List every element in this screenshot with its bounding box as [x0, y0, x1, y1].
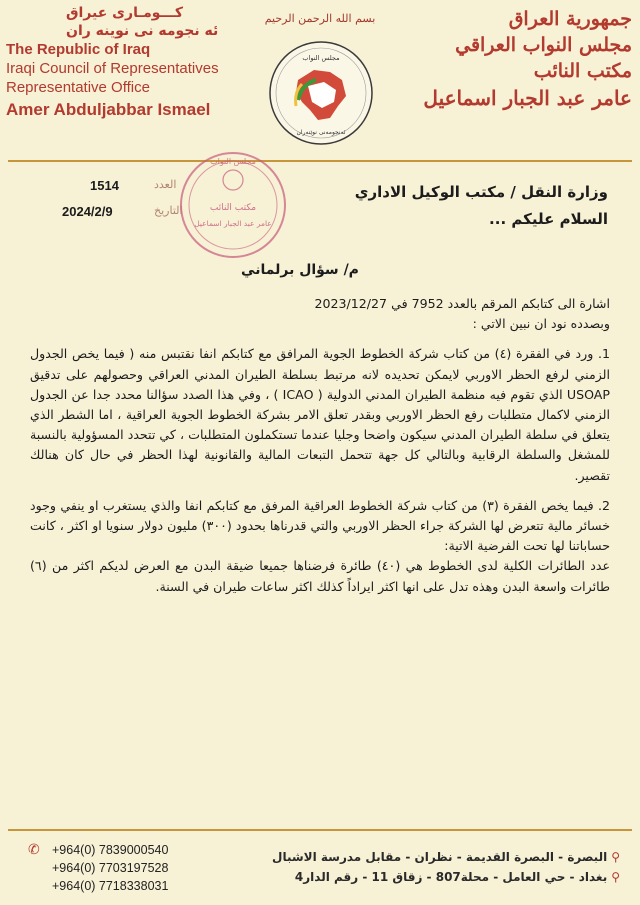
greeting: السلام عليكم ...: [489, 210, 608, 228]
logo-bottom-text: ئەنجومەنی نوێنەران: [296, 129, 346, 136]
english-office-title: Representative Office: [6, 79, 150, 96]
phone-list: [28, 841, 168, 895]
phone-item: [28, 859, 168, 877]
arabic-republic-title: جمهورية العراق: [508, 8, 632, 30]
reference-date-label: التاريخ: [154, 205, 183, 217]
arabic-council-title: مجلس النواب العراقي: [455, 34, 632, 56]
kurdish-council-title: ئه نجومه نی نوینه ران: [66, 23, 219, 39]
reference-number-row: [62, 178, 182, 204]
reference-date: 2024/2/9: [62, 204, 113, 219]
phone-number: +964(0) 7703197528: [52, 861, 169, 875]
phone-item: [28, 877, 168, 895]
address-basra: [272, 847, 620, 867]
english-header: [6, 4, 256, 121]
stamp-line-2: عامر عبد الجبار اسماعيل: [194, 219, 272, 228]
reference-block: [62, 178, 182, 230]
address-baghdad: [272, 867, 620, 887]
office-stamp: [178, 150, 288, 260]
phone-number: +964(0) 7839000540: [52, 843, 169, 857]
footer-divider: [8, 829, 632, 831]
addressee: وزارة النقل / مكتب الوكيل الاداري: [354, 183, 608, 201]
council-logo: [268, 40, 374, 146]
kurdish-republic-title: کـــومـاری عیراق: [66, 5, 184, 21]
basmala: بسم الله الرحمن الرحيم: [264, 12, 376, 25]
header-divider: [8, 160, 632, 162]
paragraph-1: 1. ورد في الفقرة (٤) من كتاب شركة الخطوط الجوية المرافق مع كتابكم انفا نقتبس منه ( فيما يخص الجدول الزمني لرفع الحظر الاوربي لايمكن تحديده لانه مرتبط بسلطة الطيران المدني العراقي وحصولهم على تدقيق USOAP الذي تقوم فيه منظمة الطيران المدني الدولية ( ICAO ) ، وفي هذا الصدد سؤالنا محدد جدا عن الجدول الزمني لاكمال متطلبات رفع الحظر الاوربي وبقدر تعلق الامر بشركة الخطوط الجوية العراقية ، اما الشطر الذي يتعلق في سلطة الطيران المدني سيكون واضحا وجليا عندما تستكملون المتطلبات ، كي تتحدد المسؤولية بالنسبة للمشغل والسلطة الرقابية وبالتالي كل جهة تتحمل التبعات المالية والقانونية لهذا الحظر في حال كان هنالك تقصير.: [30, 346, 611, 483]
location-pin-icon: ⚲: [611, 870, 620, 884]
intro-line: اشارة الى كتابكم المرقم بالعدد 7952 في 2023/12/27: [314, 296, 610, 311]
phone-item: [28, 841, 168, 859]
location-pin-icon: ⚲: [611, 850, 620, 864]
stamp-outer-text: مجلس النواب: [210, 157, 256, 166]
address-baghdad-text: بغداد - حي العامل - محلة807 - زقاق 11 - رقم الدار4: [294, 870, 608, 884]
logo-top-text: مجلس النواب: [302, 54, 340, 62]
stamp-line-1: مكتب النائب: [209, 203, 257, 213]
arabic-office-title: مكتب النائب: [533, 60, 632, 82]
reference-number: 1514: [90, 178, 119, 193]
address-list: [272, 847, 620, 887]
address-basra-text: البصرة - البصرة القديمة - نظران - مقابل مدرسة الاشبال: [272, 850, 608, 864]
intro-line-2: وبصدده نود ان نبين الاتي :: [472, 316, 610, 332]
letter-subject: م/ سؤال برلماني: [241, 262, 359, 278]
phone-icon: ✆: [28, 841, 40, 857]
english-representative-name: Amer Abduljabbar Ismael: [6, 100, 211, 119]
english-council-title: Iraqi Council of Representatives: [6, 60, 219, 77]
phone-number: +964(0) 7718338031: [52, 879, 169, 893]
letter-body: [30, 294, 610, 597]
paragraph-2: 2. فيما يخص الفقرة (٣) من كتاب شركة الخطوط العراقية المرفق مع كتابكم انفا والذي يستغرب او ينفي وجود خسائر مالية تتعرض لها الشركة جراء الحظر الاوربي والتي قدرناها بحدود (٣٠٠) مليون دولار سنويا او اكثر ، كانت حساباتنا لها تحت الفرضية الاتية:: [30, 497, 610, 554]
arabic-header: [422, 6, 632, 112]
arabic-representative-name: عامر عبد الجبار اسماعيل: [423, 86, 632, 110]
reference-number-label: العدد: [154, 179, 177, 191]
paragraph-3: عدد الطائرات الكلية لدى الخطوط هي (٤٠) طائرة فرضناها جميعا ضيقة البدن مع العرض لديكم اكثر من (٦) طائرات واسعة البدن وهذه تدل على انها اكثر ايراداً كذلك اكثر ساعات طيران في السنة.: [30, 558, 611, 594]
reference-date-row: [62, 204, 182, 230]
english-republic-title: The Republic of Iraq: [6, 41, 151, 58]
